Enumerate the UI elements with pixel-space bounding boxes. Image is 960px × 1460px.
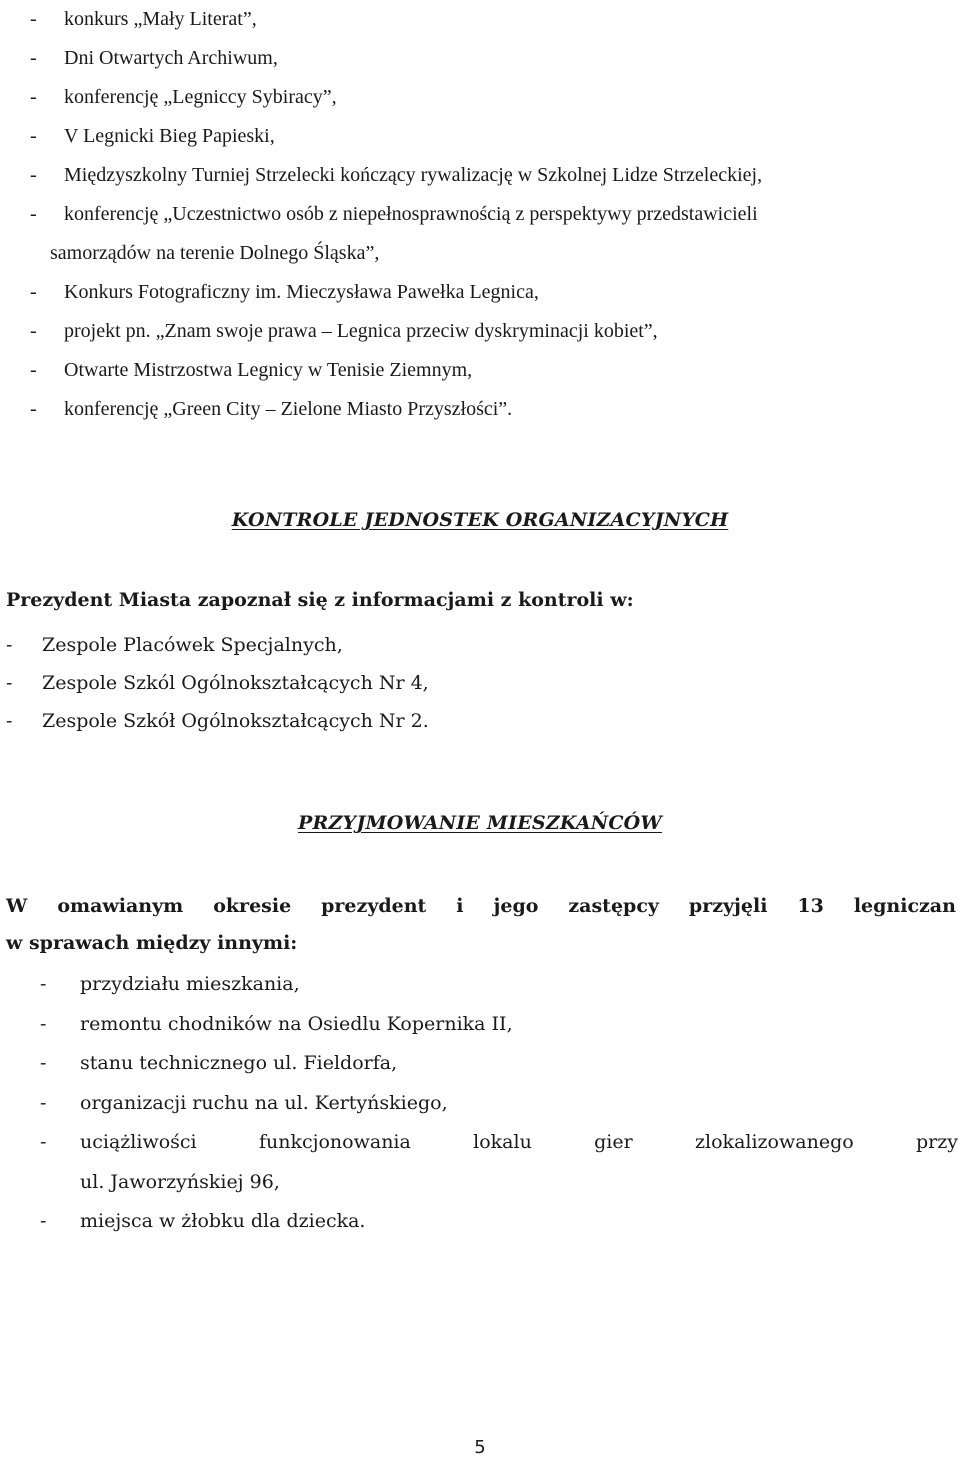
list-dash: -: [40, 1131, 47, 1153]
list-item-text-continued: samorządów na terenie Dolnego Śląska”,: [50, 242, 380, 264]
list-dash: -: [40, 1210, 47, 1232]
list-item-text: konferencję „Uczestnictwo osób z niepełnosprawnością z perspektywy przedstawicieli: [64, 203, 758, 225]
list-item-text: miejsca w żłobku dla dziecka.: [80, 1210, 366, 1232]
section-heading-przyjmowanie: PRZYJMOWANIE MIESZKAŃCÓW: [298, 812, 662, 834]
list-item-text: stanu technicznego ul. Fieldorfa,: [80, 1052, 398, 1074]
list-item: [30, 351, 955, 390]
list-item: [6, 702, 946, 740]
list-item-text: remontu chodników na Osiedlu Kopernika II,: [80, 1012, 513, 1035]
word: przyjęli: [688, 895, 768, 917]
word: 13: [797, 895, 824, 917]
list-item-text: konferencję „Green City – Zielone Miasto Przyszłości”.: [64, 398, 513, 420]
list-dash: -: [40, 1012, 47, 1035]
list-dash: -: [30, 164, 37, 186]
list-item-text: przydziału mieszkania,: [80, 973, 300, 995]
list-item-text: Dni Otwartych Archiwum,: [64, 47, 278, 69]
list-dash: -: [30, 398, 37, 420]
list-dash: -: [6, 710, 13, 732]
kontrole-list: [6, 626, 946, 740]
list-item: [6, 664, 946, 702]
list-item-text-continued: ul. Jaworzyńskiej 96,: [80, 1170, 280, 1193]
list-item-text: Międzyszkolny Turniej Strzelecki kończący rywalizację w Szkolnej Lidze Strzeleckiej,: [64, 164, 763, 186]
list-item: [40, 965, 958, 1005]
list-dash: -: [30, 203, 37, 225]
list-item: [40, 1005, 958, 1045]
word: przy: [916, 1131, 958, 1153]
word: jego: [493, 895, 539, 917]
list-item: [30, 156, 955, 195]
word: zlokalizowanego: [695, 1131, 854, 1153]
list-item-text: Otwarte Mistrzostwa Legnicy w Tenisie Ziemnym,: [64, 359, 473, 381]
list-item: [30, 78, 955, 117]
list-item-text: projekt pn. „Znam swoje prawa – Legnica przeciw dyskryminacji kobiet”,: [64, 320, 658, 342]
list-item: [30, 117, 955, 156]
przyjmowanie-list: [40, 965, 958, 1242]
word: omawianym: [57, 895, 184, 917]
word: i: [456, 895, 464, 917]
word: gier: [594, 1131, 633, 1153]
word: zastępcy: [568, 895, 659, 917]
list-dash: -: [30, 125, 37, 147]
list-item-text: Konkurs Fotograficzny im. Mieczysława Pawełka Legnica,: [64, 281, 539, 303]
page-number: 5: [474, 1437, 486, 1458]
list-item-text: Zespole Placówek Specjalnych,: [42, 634, 343, 656]
list-item: [30, 273, 955, 312]
list-item: [40, 1202, 958, 1242]
section-heading-kontrole: KONTROLE JEDNOSTEK ORGANIZACYJNYCH: [231, 509, 729, 531]
list-dash: -: [6, 634, 13, 656]
word: legniczan: [853, 895, 956, 917]
list-item-text: organizacji ruchu na ul. Kertyńskiego,: [80, 1091, 448, 1114]
list-dash: -: [40, 1091, 47, 1114]
list-item: [40, 1084, 958, 1124]
list-item: [30, 390, 955, 429]
word: funkcjonowania: [258, 1131, 411, 1153]
list-dash: -: [30, 359, 37, 381]
word: uciążliwości: [80, 1131, 197, 1153]
word: W: [6, 895, 28, 917]
list-dash: -: [40, 1052, 47, 1074]
justified-line: [80, 1123, 958, 1163]
kontrole-intro: Prezydent Miasta zapoznał się z informacjami z kontroli w:: [6, 589, 634, 611]
list-dash: -: [30, 281, 37, 303]
list-dash: -: [30, 86, 37, 108]
list-item-text: Zespole Szkól Ogólnokształcących Nr 4,: [42, 672, 429, 694]
list-item-text: Zespole Szkół Ogólnokształcących Nr 2.: [42, 710, 429, 732]
word: prezydent: [321, 895, 427, 917]
list-dash: -: [30, 320, 37, 342]
przyjmowanie-intro: [6, 888, 956, 962]
list-item: [30, 312, 955, 351]
list-dash: -: [6, 672, 13, 694]
justified-line: [6, 888, 956, 925]
intro-line-2: w sprawach między innymi:: [6, 932, 298, 954]
list-item: [40, 1044, 958, 1084]
list-item-text: konferencję „Legniccy Sybiracy”,: [64, 86, 337, 108]
list-item-text: konkurs „Mały Literat”,: [64, 8, 257, 30]
events-list: [30, 0, 955, 429]
word: okresie: [213, 895, 292, 917]
list-item: [30, 39, 955, 78]
list-item: [30, 195, 955, 273]
list-dash: -: [30, 47, 37, 69]
list-dash: -: [40, 973, 47, 995]
list-item: [30, 0, 955, 39]
word: lokalu: [473, 1131, 532, 1153]
list-item: [40, 1123, 958, 1202]
list-item: [6, 626, 946, 664]
list-item-text: V Legnicki Bieg Papieski,: [64, 125, 275, 147]
list-dash: -: [30, 8, 37, 30]
